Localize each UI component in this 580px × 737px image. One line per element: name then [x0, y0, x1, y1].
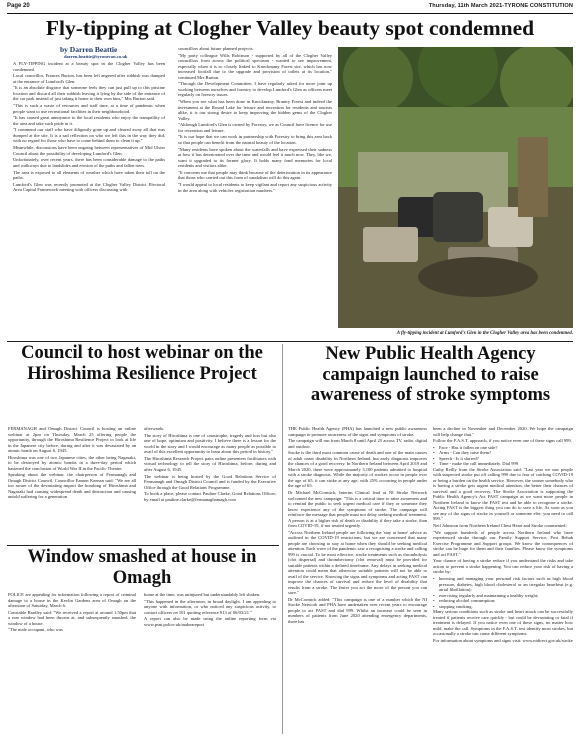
story2-paragraph: To book a place, please contact Pauline Clarke, Good Relations Officer, by email at pauline.clarke@fermanaghomagh.com — [144, 491, 276, 502]
risk-list-item: • stopping smoking. — [433, 604, 573, 610]
story1-paragraph: "It is an absolute disgrace that someone feels they can just pull up to this pristine location and discard all their rubbish leaving it lying by the side of the entrance of the car park instead of just taking it home to their own bins," Mrs Burton said. — [13, 85, 165, 102]
story3-paragraph: "The male occupant, who was — [8, 627, 63, 633]
story1-paragraph: "Many residents have spoken about the waterfalls and have expressed their sadness at how it has deteriorated over the time and would feel it much now. They, like we, want it upgraded to its former glory. It holds many fond memories for local residents and visitors alike. — [178, 146, 332, 169]
story1-byline: by Darren Beattie — [60, 45, 118, 54]
story1-paragraph: "Although Lumford's Glen is owned by Forestry, we as Council have licence for use for recreation and leisure. — [178, 122, 332, 133]
story1-paragraph: "My party colleague Wills Robinson - supported by all of the Clogher Valley councillors from across the political spectrum - wanted to see improvement, especially when it is so closely linked to Knockmany Forest site, which has now increased footfall due to the upgrade and provision of toilets at its location," continued Mrs Burton. — [178, 52, 332, 80]
story4-paragraph: "We support hundreds of people across Northern Ireland who have experienced stroke through our Family Support Service, Post Rehab Exercise Programme and Support groups. We know the consequences of stroke can be huge for them and their families. Please know the symptoms and act FAST." — [433, 529, 573, 557]
story4-paragraph: Follow the F.A.S.T. approach, if you notice even one of these signs call 999. — [433, 438, 572, 444]
story1-paragraph: A FLY-TIPPING incident at a beauty spot in the Clogher Valley has been condemned. — [13, 61, 165, 72]
story2-paragraph: FERMANAGH and Omagh District Council is hosting an online webinar at 2pm on Thursday, March 25 offering people the opportunity, through the Hiroshima Resilience Project to look at life in the Japanese city before, during and after it was devastated by an atomic bomb on August 6, 1945. — [8, 426, 136, 453]
story4-paragraph: The campaign will run from March 8 until April 25 across TV, radio, digital and outdoor. — [288, 438, 427, 449]
story1-paragraph: councillors about future planned projects. — [178, 46, 254, 51]
story2-paragraph: Hiroshima was one of two Japanese cities, the other being Nagasaki, to be destroyed by atomic bombs in a three-day period which hastened the conclusion of World War II in the Pacific Theatre. — [8, 454, 136, 471]
story3-paragraph: POLICE are appealing for information following a report of criminal damage to a house in the Kevlin Gardens area of Omagh on the afternoon of Saturday, March 6. — [8, 592, 136, 608]
story3-paragraph: "This happened in the afternoon, in broad daylight. I am appealing to anyone with information, or who noticed any suspicious activity, to contact officers on 101 quoting reference 913 of 06/03/21." — [144, 598, 276, 615]
story4-paragraph: Cathy Reilly from the Stroke Association said: "Last year we saw people with suspected stroke put off calling 999 due to fear of catching COVID-19 or being a burden on the health service. However, the sooner somebody who is having a stroke gets urgent medical attention, the better their chances of survival and a good recovery. The Stroke Association is supporting the Public Health Agency's Act FAST campaign as we want more people in Northern Ireland to know the FAST test and be able to recognise a stroke. Acting FAST is the biggest thing you can do to save a life. As soon as you see any of the signs of stroke in yourself or someone else, you need to call 999." — [433, 466, 573, 522]
story1-paragraph: "Through the Development Committee, I have regularly asked for more joint up working between ourselves and forestry to develop Lumford's Glen as officers meet regularly on forestry issues. — [178, 81, 332, 98]
story1-paragraph: "It has caused great annoyance to the local residents who enjoy the tranquillity of the area and take such pride in it. — [13, 115, 165, 126]
issue-line: Thursday, 11th March 2021-TYRONE CONSTITUTION — [428, 3, 573, 9]
story4-paragraph: Neil Johnston from Northern Ireland Chest Heart and Stroke commented: — [433, 523, 567, 529]
story4-headline: New Public Health Agency campaign launched to raise awareness of stroke symptoms — [310, 344, 551, 405]
story2-column-1 — [8, 426, 136, 541]
fly-tipping-photo-illustration — [338, 47, 573, 328]
story1-paragraph: "This is such a waste of resources and staff time, at a time of pandemic when people want to use recreational facilities in their neighbourhood. — [13, 103, 165, 114]
story2-headline: Council to host webinar on the Hiroshima Resilience Project — [21, 343, 263, 384]
story1-headline: Fly-tipping at Clogher Valley beauty spot condemned — [45, 16, 535, 40]
story4-paragraph: Many serious conditions such as stroke and heart attack can be successfully treated if patients receive care quickly - but could be devastating or fatal if treatment is delayed. If you notice even one of these signs, no matter how mild, make the call. Symptoms in the F.A.S.T. test identify most strokes, but occasionally a stroke can cause different symptoms. — [433, 609, 573, 637]
fast-signs-list — [433, 445, 573, 467]
story1-paragraph: Lumford's Glen was recently promoted at the Clogher Valley District Electoral Area Capital Framework meeting with officers discussing with — [13, 181, 165, 193]
story4-paragraph: "Across Northern Ireland people are following the 'stay at home' advice as outlined in the COVID-19 restrictions, but we are concerned that many people are choosing to stay at home when they should be seeking medical attention. Each wave of the pandemic saw a recognising a stroke and calling 999 is crucial. To be most effective, stroke treatments such as thrombolysis (clot dispersal) and thrombectomy (clot removal) must be provided for suitable patients within a defined timeframe. Any delays in seeking medical attention could mean that otherwise suitable patients will not be able to avail of the service. Knowing the signs and symptoms and acting FAST can improve the chances of survival and reduce the level of disability that results from a stroke. The faster you act the more of the person you can save." — [288, 529, 427, 596]
story1-column-2 — [178, 46, 332, 339]
story1-paragraph: "When you see what has been done in Knockmany, Brantry Forest and indeed the investment at the Round Lake for leisure and recreation for residents and tourists alike, it is our strong desire to keep improving the hidden gems of the Clogher Valley. — [178, 99, 332, 121]
story4-paragraph: been a decline in November and December 2020. We hope the campaign will help change that." — [433, 426, 573, 437]
story2-paragraph: The story of Hiroshima is one of catastrophe, tragedy and loss but also one of hope, optimism and positivity. I believe there is a lesson for the world in the story and I would encourage as many people as possible to avail of this excellent opportunity to learn about this period in history." — [144, 432, 276, 455]
story3-paragraph: Constable Bradley said: "We received a report at around 1.50pm that a rear window had been thrown at, and subsequently smashed, the window of a house. — [8, 609, 136, 626]
story1-paragraph: Unfortunately, over recent years, there has been considerable damage to the paths and walkways due to landslides and erosion of the paths and fallen trees. — [13, 157, 165, 168]
story2-column-2 — [144, 426, 276, 541]
story3-column-2 — [144, 592, 276, 732]
risk-list-item: • reducing alcohol consumption; — [433, 598, 573, 604]
story3-column-1 — [8, 592, 136, 732]
story1-email: darren.beattie@tyronecon.co.uk — [64, 54, 128, 59]
story1-paragraph: "It concerns me that people may think because of the deterioration in its appearance that those who carried out this form of vandalism will do this again. — [178, 169, 332, 181]
story1-paragraph: The area is exposed to all elements of weather which have taken their toll on the paths. — [13, 169, 165, 180]
risk-list-item: • exercising regularly and maintaining a healthy weight; — [433, 593, 573, 599]
story3-paragraph: home at the time, was uninjured but understandably left shaken. — [144, 592, 261, 597]
story4-paragraph: THE Public Health Agency (PHA) has launched a new public awareness campaign to promote awareness of the signs and symptoms of stroke. — [288, 426, 427, 437]
story1-caption: A fly-tipping incident at Lumford's Glen in the Clogher Valley area has been condemned. — [396, 331, 573, 336]
story1-paragraph: Meanwhile, discussions have been ongoing between representatives of Mid Ulster Council about the possibility of developing Lumford's Glen. — [13, 145, 165, 156]
story1-column-1 — [13, 61, 165, 339]
story4-paragraph: Stroke is the third most common cause of death and one of the main causes of adult onset disability in Northern Ireland, but early diagnosis improves the chances of a good recovery. In Northern Ireland between April 2019 and March 2020, there were approximately 3,100 patients admitted to hospital with a stroke diagnosis. While the majority of strokes occur in people over the age of 65, it can strike at any age, with 25% occurring in people under the age of 65. — [288, 450, 427, 489]
page-number: Page 20 — [7, 3, 30, 9]
story4-column-2 — [433, 426, 573, 732]
story4-paragraph: Dr McCormick added: "This campaign is one of a number which the NI Stroke Network and PHA have undertaken over recent years to encourage people to act FAST and dial 999. Whilst an increase could be seen in numbers of patients from June 2020 attending emergency departments, there has — [288, 596, 427, 624]
story4-paragraph: Your chance of having a stroke reduce if you understand the risks and take action to prevent a stroke happening. You can reduce your risk of having a stroke by: — [433, 558, 573, 575]
stroke-risk-list — [433, 576, 573, 609]
story1-paragraph: "It is our hope that we can work in partnership with Forestry to bring this area back so that people can benefit from the natural beauty of the location. — [178, 134, 332, 145]
story2-paragraph: Speaking about the webinar, the chairperson of Fermanagh and Omagh District Council, Councillor Eamon Keenan said: "We are all too aware of the devastating impact the bombing of Hiroshima and Nagasaki had causing widespread death and destruction and causing untold suffering for a generation — [8, 472, 136, 500]
column-divider — [282, 344, 283, 734]
masthead-rule — [7, 13, 573, 14]
story1-paragraph: "I commend our staff who have diligently gone up and cleared away all that was dumped at the site. It is a sad reflection on who we left this in the way they did, with no regard for those who have to come behind them to clean it up." — [13, 127, 165, 144]
fast-list-item: • Speech - Is it slurred? — [433, 456, 573, 462]
story2-paragraph: afterwards. — [144, 426, 165, 431]
story1-paragraph: "I would appeal to local residents to keep vigilant and report any suspicious activity in the area along with vehicles registration numbers." — [178, 182, 332, 193]
story1-paragraph: Local councillor, Frances Burton, has been left angered after rubbish was dumped at the entrance of Lumford's Glen. — [13, 73, 165, 84]
story4-paragraph: For information about symptoms and signs visit: www.nidirect.gov.uk/stroke — [433, 637, 573, 643]
fast-list-item: • Time - make the call immediately. Dial 999 — [433, 461, 573, 467]
risk-list-item: • knowing and managing your personal risk factors such as high blood pressure, diabetes, high blood cholesterol or an irregular heartbeat (e.g. atrial fibrillation); — [433, 576, 573, 593]
story2-paragraph: The webinar is being hosted by the Good Relations Service of Fermanagh and Omagh District Council and is funded by the Executive Office through the Good Relations Programme. — [144, 473, 276, 490]
fast-list-item: • Arms - Can they raise them? — [433, 450, 573, 456]
section-rule-1 — [7, 341, 573, 342]
story3-headline: Window smashed at house in Omagh — [27, 547, 257, 588]
story1-photo — [338, 47, 573, 328]
story2-paragraph: The Hiroshima Research Project pairs online presenters facilitators with virtual technology to tell the story of Hiroshima, before, during and after August 6, 1945. — [144, 455, 276, 472]
story4-paragraph: Dr Michael McCormick, Interim Clinical lead at NI Stroke Network welcomed the new campaign: "This is a critical time to raise awareness and to remind the public to seek urgent medical care if they or someone they know experience any of the symptoms of stroke. The campaign will reinforce the message that people must not delay seeking medical treatment. A person is at a higher risk of death or disability if they take a stroke, than from COVID-19, if not treated urgently. — [288, 490, 427, 529]
story4-column-1 — [288, 426, 427, 732]
story3-paragraph: A report can also be made using the online reporting form via www.psni.police.uk/makeareport — [144, 616, 276, 627]
fast-list-item: • Face - Has it fallen on one side? — [433, 445, 573, 451]
section-rule-2 — [7, 545, 279, 546]
